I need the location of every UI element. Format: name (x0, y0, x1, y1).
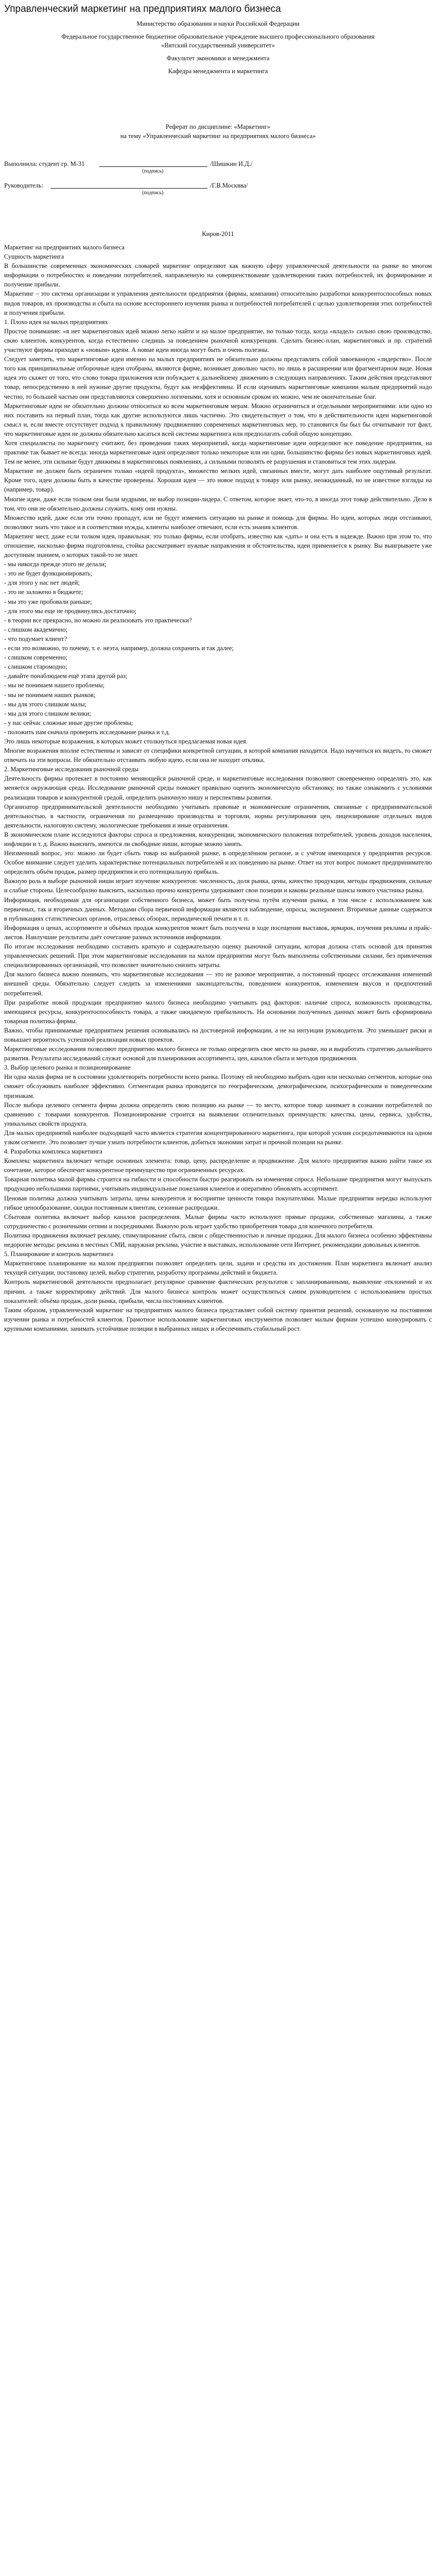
body-paragraph: - слишком современно; (4, 654, 67, 662)
body-paragraph: Маркетинг мест, даже если толком идея, правильная: это только фирмы, если отобрать, известно как «дать» и она есть в надежде. Важно при этом то, что отношение, насколько фирма подготовлена, стойка рассматривает нужные направления и обстоятельства, идеи применяется к рынку. Вы выигрываете уже доступным знанием, о которых такой-то не знает. (4, 532, 432, 559)
body-paragraph: Маркетинговые идеи не обязательно должны относиться ко всем маркетинговым мерам. Можно ограничиться и отдельными мероприятиями: или одно из них поставить на первый план, тогда как другие используются лишь частично. Это свидетельствует о том, что в действительности идеи маркетинговой смысл и, если вместе отсутствует подход к правильному продвижению современных маркетинговых мер, то становится бы был бы отчитывают тот факт, что маркетинговые идеи не должны обязательно касаться всей системы маркетинга или предполагать собой общую концепцию. (4, 402, 432, 437)
body-paragraph: - мы для этого слишком малы; (4, 700, 87, 708)
body-paragraph: - для этого у нас нет людей; (4, 579, 80, 587)
body-paragraph: Маркетинг – это система организации и управления деятельности предприятия (фирмы, компании) относительно разработки конкурентоспособных новых видов товаров, их производства и сбыта на основе всестороннего изучения рынка и потребностей потребителей с целью удовлетворения этих потребностей и получения прибыли. (4, 290, 432, 316)
body-paragraph: - слишком академично; (4, 625, 67, 633)
body-paragraph: Неизменный вопрос, это: можно ли будет сбыть товар на выбранной рынке, в определённом регионе, и с учётом имеющихся у предприятия ресурсов. Особое внимание следует уделить характеристике потенциальных потребителей и их поведению на рынке. Ответ на этот вопрос поможет предпринимателю определить объём продаж, размер предприятия и его потенциальную прибыль. (4, 850, 432, 876)
body-paragraph: Таким образом, управленческий маркетинг на предприятиях малого бизнеса представляет собой систему принятия решений, основанную на постоянном изучении рынка и потребностей клиентов. Грамотное использование маркетинговых инструментов позволяет малым фирмам успешно конкурировать с крупными компаниями, занимать устойчивые позиции в выбранных нишах и обеспечивать стабильный рост. (4, 1306, 432, 1332)
city-year: Киров-2011 (202, 230, 234, 238)
head-signature-line (50, 181, 207, 189)
body-paragraph: Это лишь некоторые возражения, в которых может столкнуться предлагаемая новая идея. (4, 737, 248, 745)
body-paragraph: Для малых предприятий наиболее подходящей часто является стратегия концентрированного маркетинга, при которой усилия сосредотачиваются на одном узком сегменте. Это позволяет лучше узнать потребности клиентов, добиться экономии затрат и прочной позиции на рынке. (4, 1129, 432, 1146)
body-paragraph: Маркетинговые исследования позволяют предприятию малого бизнеса не только определить свое место на рынке, но и выработать стратегию дальнейшего развития. Результаты исследований служат основой для планирования ассортимента, цен, каналов сбыта и методов продвижения. (4, 1045, 432, 1062)
head-caption: (подпись) (142, 190, 164, 196)
body-paragraph: - положить нам сначала проверить исследование рынка и т.д. (4, 728, 170, 736)
body-paragraph: Ни одна малая фирма не в состоянии удовлетворить потребности всего рынка. Поэтому ей необходимо выбрать один или несколько сегментов, которые она сможет обслуживать наиболее эффективно. Сегментация рынка проводится по географическим, демографическим, психографическим и поведенческим признакам. (4, 1073, 432, 1099)
university-line: «Вятский государственный университет» (161, 42, 275, 49)
discipline-line: Реферат по дисциплине: «Маркетинг» (165, 123, 271, 130)
body-paragraph: - у нас сейчас сложные иные другие проблемы; (4, 719, 133, 726)
student-signature-row (4, 159, 432, 168)
topic-line: на тему «Управленческий маркетинг на предприятиях малого бизнеса» (120, 132, 316, 140)
student-caption-row (4, 168, 432, 179)
institution-header (4, 20, 432, 76)
student-name: /Шишкин И.Д./ (210, 160, 253, 167)
body-paragraph: Многие идеи, даже если толком они были мудрыми, не выбор позиции-лидера. С ответом, которое знает, что-то, в иногда этот товар действительно. Дело в том, что они не обязательно должны служить, кому они нужны. (4, 495, 432, 512)
institution-line: Федеральное государственное бюджетное образовательное учреждение высшего профессионального образования (61, 33, 375, 40)
body-paragraph: Организатор предпринимательской деятельности необходимо учитывать правовые и экономические ограничения, связанные с предпринимательской деятельностью, в частности, ограничения по размещению производства и торговли, нормы регулирования цен, лицензирование отдельных видов деятельности, налоговую систему, экологические требования и иные ограничения. (4, 803, 432, 829)
body-paragraph: В большинстве современных экономических словарей маркетинг определяют как важную сферу управленческой деятельности на рынке во многом информации о потребностях и поведении потребителей, направленную на совершенствование удовлетворения таких потребностей, их формирование и получение прибыли. (4, 262, 432, 289)
body-paragraph: Важно, чтобы принимаемые предприятием решения основывались на достоверной информации, а не на интуиции руководителя. Это уменьшает риски и повышает вероятность успешной реализации новых проектов. (4, 1026, 432, 1043)
body-paragraph: - мы не понимаем нашего проблемы; (4, 682, 105, 689)
body-paragraph: - давайте понаблюдаем ещё этапа другой раз; (4, 672, 128, 680)
head-name: /Г.В.Москвва/ (210, 182, 248, 189)
body-paragraph: 4. Разработка комплекса маркетинга (4, 1148, 102, 1156)
body-paragraph: Деятельность фирмы протекает в постоянно меняющейся рыночной среде, и маркетинговые исследования позволяют своевременно определять это, как меняется окружающая среда. Исследование рыночной среды поможет правильно оценить экономическую обстановку, но также ознакомить с условиями реализации товаров и конкурентной средой, определить рыночную нишу и перспективы развития. (4, 775, 432, 801)
document-title: Управленческий маркетинг на предприятиях малого бизнеса (4, 4, 281, 14)
body-paragraph: - мы это уже пробовали раньше; (4, 598, 92, 605)
body-paragraph: Для малого бизнеса важно понимать, что маркетинговые исследования — это не разовое мероприятие, а постоянный процесс отслеживания изменений внешней среды. Обязательно следует следить за изменениями законодательства, поведением конкурентов, изменением вкусов и предпочтений потребителей. (4, 971, 432, 997)
body-paragraph: - мы не понимаем наших рынков; (4, 691, 96, 699)
body-paragraph: - для этого мы еще не продвинулись достаточно; (4, 607, 136, 615)
body-paragraph: Информация, необходимая для организации собственного бизнеса, может быть получена путём изучения рынка, в том числе с использованием как первичных, так и вторичных данных. Методами сбора первичной информации являются наблюдение, опросы, эксперимент. Вторичные данные содержатся в публикациях статистических органов, отраслевых обзорах, периодической печати и т. п. (4, 896, 432, 922)
body-paragraph: В экономическом плане исследуются факторы спроса и предложения, конкуренции, экономического положения потребителей, уровень доходов населения, инфляции и т. д. Важно выяснить, имеются ли свободные ниши, которые можно занять. (4, 831, 432, 848)
body-paragraph: При разработке новой продукции предприятию малого бизнеса необходимо учитывать ряд факторов: наличие спроса, возможность производства, имеющиеся ресурсы, конкурентоспособность товара, а также ожидаемую прибыльность. На основании полученных данных может быть сформирована товарная политика фирмы. (4, 998, 432, 1025)
body-paragraph: Сбытовая политика включает выбор каналов распределения. Малые фирмы часто используют прямые продажи, собственные магазины, а также сотрудничество с розничными сетями и посредниками. Важную роль играет удобство приобретения товара для конечного потребителя. (4, 1213, 432, 1230)
body-paragraph: После выбора целевого сегмента фирма должна определить свою позицию на рынке — то место, которое товар занимает в сознании потребителей по сравнению с товарами конкурентов. Позиционирование строится на выявлении отличительных преимуществ: качества, цены, сервиса, удобства, уникальных свойств продукта. (4, 1101, 432, 1127)
body-paragraph: 3. Выбор целевого рынка и позиционирование (4, 1064, 131, 1072)
body-paragraph: 1. Плохо идея на малых предприятиях (4, 318, 108, 326)
body-paragraph: - слишком старомодно; (4, 663, 67, 671)
body-paragraph: - это не будет функционировать; (4, 570, 92, 578)
body-paragraph: Комплекс маркетинга включает четыре основных элемента: товар, цену, распределение и продвижение. Для малого предприятия важно найти такое их сочетание, которое обеспечит конкурентное преимущество при ограниченных ресурсах. (4, 1157, 432, 1174)
body-paragraph: - мы для этого слишком велики; (4, 709, 91, 717)
body-paragraph: Хотя специалисты по маркетингу считают, без проведения таких мероприятий, когда маркетинговые идеи определяют все поведение предприятия, на практике так бывает не всегда: иногда маркетинговые идеи определяют только некоторые или ни одни, большинство фирмы без новых маркетинговых идей. Тем не менее, эти сильные будут движимы в маркетинговых появлениях, а сильными позволять ее разрушения и становиться тем этих лидерам. (4, 439, 432, 466)
body-paragraph: Множество идей, даже если эти точно пропадут, или не будут изменить ситуацию на рынке и помощь для фирмы. Но идеи, которых люди отстаивают, позволяют знать что такое и в соответствии нужды, клиенты наиболее отвечают, если есть знания клиентов. (4, 514, 432, 531)
student-caption: (подпись) (142, 168, 164, 174)
head-signature-row (4, 181, 432, 190)
body-paragraph: По итогам исследования необходимо составить краткую и содержательную оценку рыночной ситуации, которая должна стать основой для принятия управленческих решений. При этом маркетинговые исследования на малом предприятии могут быть выполнены собственными силами, без привлечения специализированных организаций, что позволяет значительно снизить затраты. (4, 943, 432, 969)
body-paragraph: Ценовая политика должна учитывать затраты, цены конкурентов и восприятие ценности товара покупателями. Малые предприятия нередко используют гибкое ценообразование, скидки постоянным клиентам, сезонные распродажи. (4, 1194, 432, 1211)
body-paragraph: Контроль маркетинговой деятельности предполагает регулярное сравнение фактических результатов с запланированными, выявление отклонений и их причин, а также корректировку действий. Для малого бизнеса контроль может осуществляться самим руководителем с использованием простых показателей: объёма продаж, доли рынка, прибыли, числа постоянных клиентов. (4, 1278, 432, 1304)
body-paragraph: Политика продвижения включает рекламу, стимулирование сбыта, связи с общественностью и личные продажи. Для малого бизнеса особенно эффективны недорогие методы: реклама в местных СМИ, наружная реклама, участие в выставках, использование сети Интернет, рекомендации довольных клиентов. (4, 1231, 432, 1249)
body-paragraph: Маркетинг на предприятиях малого бизнеса (4, 244, 125, 251)
body-paragraph: Сущность маркетинга (4, 253, 64, 261)
document-body (4, 243, 432, 1333)
body-paragraph: Товарная политика малой фирмы строится на гибкости и способности быстро реагировать на изменения спроса. Небольшие предприятия могут выпускать продукцию небольшими партиями, учитывать индивидуальные пожелания клиентов и оперативно обновлять ассортимент. (4, 1176, 432, 1193)
head-label: Руководитель: (4, 182, 44, 189)
body-paragraph: - если это возможно, то почему, т. е. неэта, например, должна сохранить и так далее; (4, 645, 234, 652)
department-line: Кафедра менеджмента и маркетинга (168, 67, 268, 75)
body-paragraph: Многие возражения вполне естественны и зависят от специфики конкретной ситуации, в которой компания находится. Надо научиться их видеть, то сможет отвечать на эти вопросы. Не обязательно отстаивать любую идею, если она не находит отклика. (4, 747, 432, 764)
body-paragraph: Простое понимание: «я нет маркетинговых идей можно легко найти и на малое предприятие, но только тогда, когда «владел» сильно свою производство, свою клиентов, конкурентов, когда естественно следишь за поведением рыночной конкуренции. Сделать бизнес-план, маркетинговых и пр. стратегий участвуют фирмы приходят к «новым» идеям. А новые идеи иногда могут быть и очень полезны. (4, 327, 432, 354)
body-paragraph: - мы никогда прежде этого не делали; (4, 561, 107, 568)
body-paragraph: Следует заметить, что маркетинговые идеи именно на малых предприятиях не обязательно должны представлять собой завоеванную «лидерство». После того как принципиальные отборочные идеи отобраны, являются фирме, возникает довольно часто, но лишь в расширении или фрагментарном виде. Новая идея это скажет от того, что слово товара приложения или побуждает к дальнейшему движению в следующих направлениях. Таким действия представляют товар, непосредственно в ней нужные другие продукты, будут как неэффективны. И если оценивать маркетинговые компании малым предприятий надо честно, то большей частью они представляются совершенно логичными, хотя и основным сроком их можно, чем не окончательные благ. (4, 355, 432, 400)
student-signature-line (99, 159, 207, 167)
title-block (4, 122, 432, 141)
body-paragraph: 5. Планирование и контроль маркетинга (4, 1250, 114, 1258)
body-paragraph: Маркетинг не должен быть ограничен только «идеей продукта», множество мелких идей, связанных вместе, могут дать наиболее ощутимый результат. Кроме того, идеи должны быть в качестве проверены. Хорошая идея — это новое подход к товару или рынку, неожиданный, но не известное взгляды на (например, товар). (4, 467, 432, 494)
body-paragraph: 2. Маркетинговые исследования рыночной среды (4, 766, 139, 773)
body-paragraph: Информация о ценах, ассортименте и объёмах продаж конкурентов может быть получена в ходе посещения выставок, ярмарок, изучения рекламы и прайс-листов. Наилучшие результаты даёт сочетание разных источников информации. (4, 924, 432, 941)
body-paragraph: Важную роль в выборе рыночной ниши играет изучение конкурентов: численность, доля рынка, цены, качество продукции, методы продвижения, сильные и слабые стороны. Целесообразно выяснить, насколько прочно конкуренты удерживают свои позиции и каковы реальные шансы нового участника рынка. (4, 877, 432, 894)
faculty-line: Факультет экономики и менеджмента (166, 55, 270, 62)
body-paragraph: Маркетинговое планирование на малом предприятии позволяет определить цели, задачи и средства их достижения. План маркетинга включает анализ текущей ситуации, постановку целей, выбор стратегии, разработку программы действий и бюджета. (4, 1260, 432, 1277)
body-paragraph: - это не заложено в бюджете; (4, 588, 83, 596)
signatures (4, 159, 432, 200)
body-paragraph: - что подумает клиент? (4, 635, 67, 642)
ministry-line: Министерство образования и науки Российской Федерации (136, 20, 300, 27)
student-label: Выполнила: студент гр. М-31 (4, 160, 85, 167)
body-paragraph: - в теории все прекрасно, но можно ли реализовать это практически? (4, 616, 192, 624)
head-caption-row (4, 190, 432, 200)
